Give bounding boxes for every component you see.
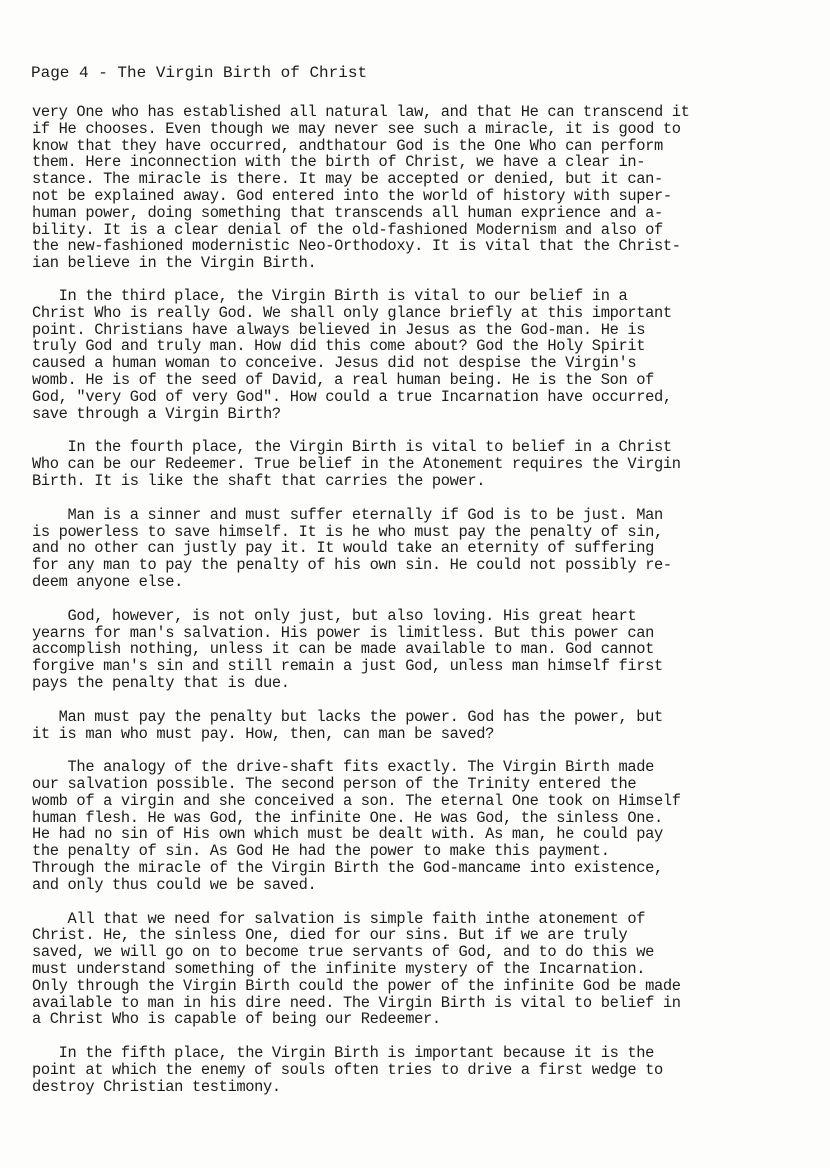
text-line: stance. The miracle is there. It may be accepted or denied, but it can- (32, 170, 663, 189)
text-line: pays the penalty that is due. (32, 673, 290, 692)
text-line: In the fourth place, the Virgin Birth is vital to belief in a Christ (32, 438, 672, 457)
paragraph-9 (32, 1045, 802, 1095)
paragraph-8 (32, 911, 802, 1029)
paragraph-2 (32, 288, 802, 422)
text-line: if He chooses. Even though we may never see such a miracle, it is good to (32, 119, 681, 138)
text-line: save through a Virgin Birth? (32, 404, 281, 423)
text-line: it is man who must pay. How, then, can man be saved? (32, 724, 495, 743)
text-line: them. Here inconnection with the birth of Christ, we have a clear in- (32, 153, 646, 172)
text-line: Christ Who is really God. We shall only glance briefly at this important (32, 303, 672, 322)
text-line: the new-fashioned modernistic Neo-Orthodoxy. It is vital that the Christ- (32, 237, 681, 256)
text-line: God, "very God of very God". How could a true Incarnation have occurred, (32, 387, 672, 406)
text-line: bility. It is a clear denial of the old-fashioned Modernism and also of (32, 220, 663, 239)
text-line: is powerless to save himself. It is he who must pay the penalty of sin, (32, 522, 663, 541)
text-line: The analogy of the drive-shaft fits exactly. The Virgin Birth made (32, 758, 655, 777)
text-line: point. Christians have always believed in Jesus as the God-man. He is (32, 320, 646, 339)
text-line: ian believe in the Virgin Birth. (32, 254, 317, 273)
text-line: womb of a virgin and she conceived a son. The eternal One took on Himself (32, 791, 681, 810)
text-line: forgive man's sin and still remain a just God, unless man himself first (32, 657, 663, 676)
text-line: He had no sin of His own which must be dealt with. As man, he could pay (32, 825, 663, 844)
text-line: Birth. It is like the shaft that carries the power. (32, 471, 486, 490)
text-line: very One who has established all natural law, and that He can transcend it (32, 103, 690, 121)
page-header: Page 4 - The Virgin Birth of Christ (31, 64, 368, 82)
text-line: human power, doing something that transcends all human exprience and a- (32, 203, 663, 222)
body-text (32, 104, 802, 1096)
text-line: accomplish nothing, unless it can be made available to man. God cannot (32, 640, 655, 659)
text-line: Christ. He, the sinless One, died for our sins. But if we are truly (32, 926, 628, 945)
text-line: womb. He is of the seed of David, a real human being. He is the Son of (32, 370, 655, 389)
text-line: point at which the enemy of souls often tries to drive a first wedge to (32, 1061, 663, 1080)
text-line: caused a human woman to conceive. Jesus did not despise the Virgin's (32, 354, 637, 373)
text-line: our salvation possible. The second person of the Trinity entered the (32, 775, 637, 794)
paragraph-7 (32, 759, 802, 893)
text-line: deem anyone else. (32, 572, 184, 591)
text-line: human flesh. He was God, the infinite One. He was God, the sinless One. (32, 808, 663, 827)
text-line: for any man to pay the penalty of his own sin. He could not possibly re- (32, 556, 672, 575)
text-line: available to man in his dire need. The Virgin Birth is vital to belief in (32, 993, 681, 1012)
text-line: saved, we will go on to become true servants of God, and to do this we (32, 943, 655, 962)
text-line: truly God and truly man. How did this come about? God the Holy Spirit (32, 337, 646, 356)
text-line: know that they have occurred, andthatour God is the One Who can perform (32, 136, 663, 155)
text-line: God, however, is not only just, but also loving. His great heart (32, 606, 637, 625)
text-line: Through the miracle of the Virgin Birth the God-mancame into existence, (32, 859, 663, 878)
text-line: In the fifth place, the Virgin Birth is important because it is the (32, 1044, 655, 1063)
paragraph-3 (32, 439, 802, 489)
paragraph-6 (32, 709, 802, 743)
text-line: destroy Christian testimony. (32, 1077, 281, 1096)
text-line: a Christ Who is capable of being our Redeemer. (32, 1010, 441, 1029)
text-line: must understand something of the infinite mystery of the Incarnation. (32, 960, 646, 979)
paragraph-4 (32, 507, 802, 591)
text-line: Only through the Virgin Birth could the power of the infinite God be made (32, 976, 681, 995)
text-line: and only thus could we be saved. (32, 875, 317, 894)
paragraph-1 (32, 104, 802, 272)
text-line: not be explained away. God entered into the world of history with super- (32, 186, 672, 205)
text-line: All that we need for salvation is simple faith inthe atonement of (32, 909, 646, 928)
text-line: yearns for man's salvation. His power is limitless. But this power can (32, 623, 655, 642)
text-line: and no other can justly pay it. It would take an eternity of suffering (32, 539, 655, 558)
text-line: Who can be our Redeemer. True belief in the Atonement requires the Virgin (32, 455, 681, 474)
text-line: the penalty of sin. As God He had the power to make this payment. (32, 842, 610, 861)
text-line: In the third place, the Virgin Birth is vital to our belief in a (32, 286, 628, 305)
text-line: Man must pay the penalty but lacks the power. God has the power, but (32, 707, 663, 726)
text-line: Man is a sinner and must suffer eternally if God is to be just. Man (32, 505, 663, 524)
paragraph-5 (32, 608, 802, 692)
